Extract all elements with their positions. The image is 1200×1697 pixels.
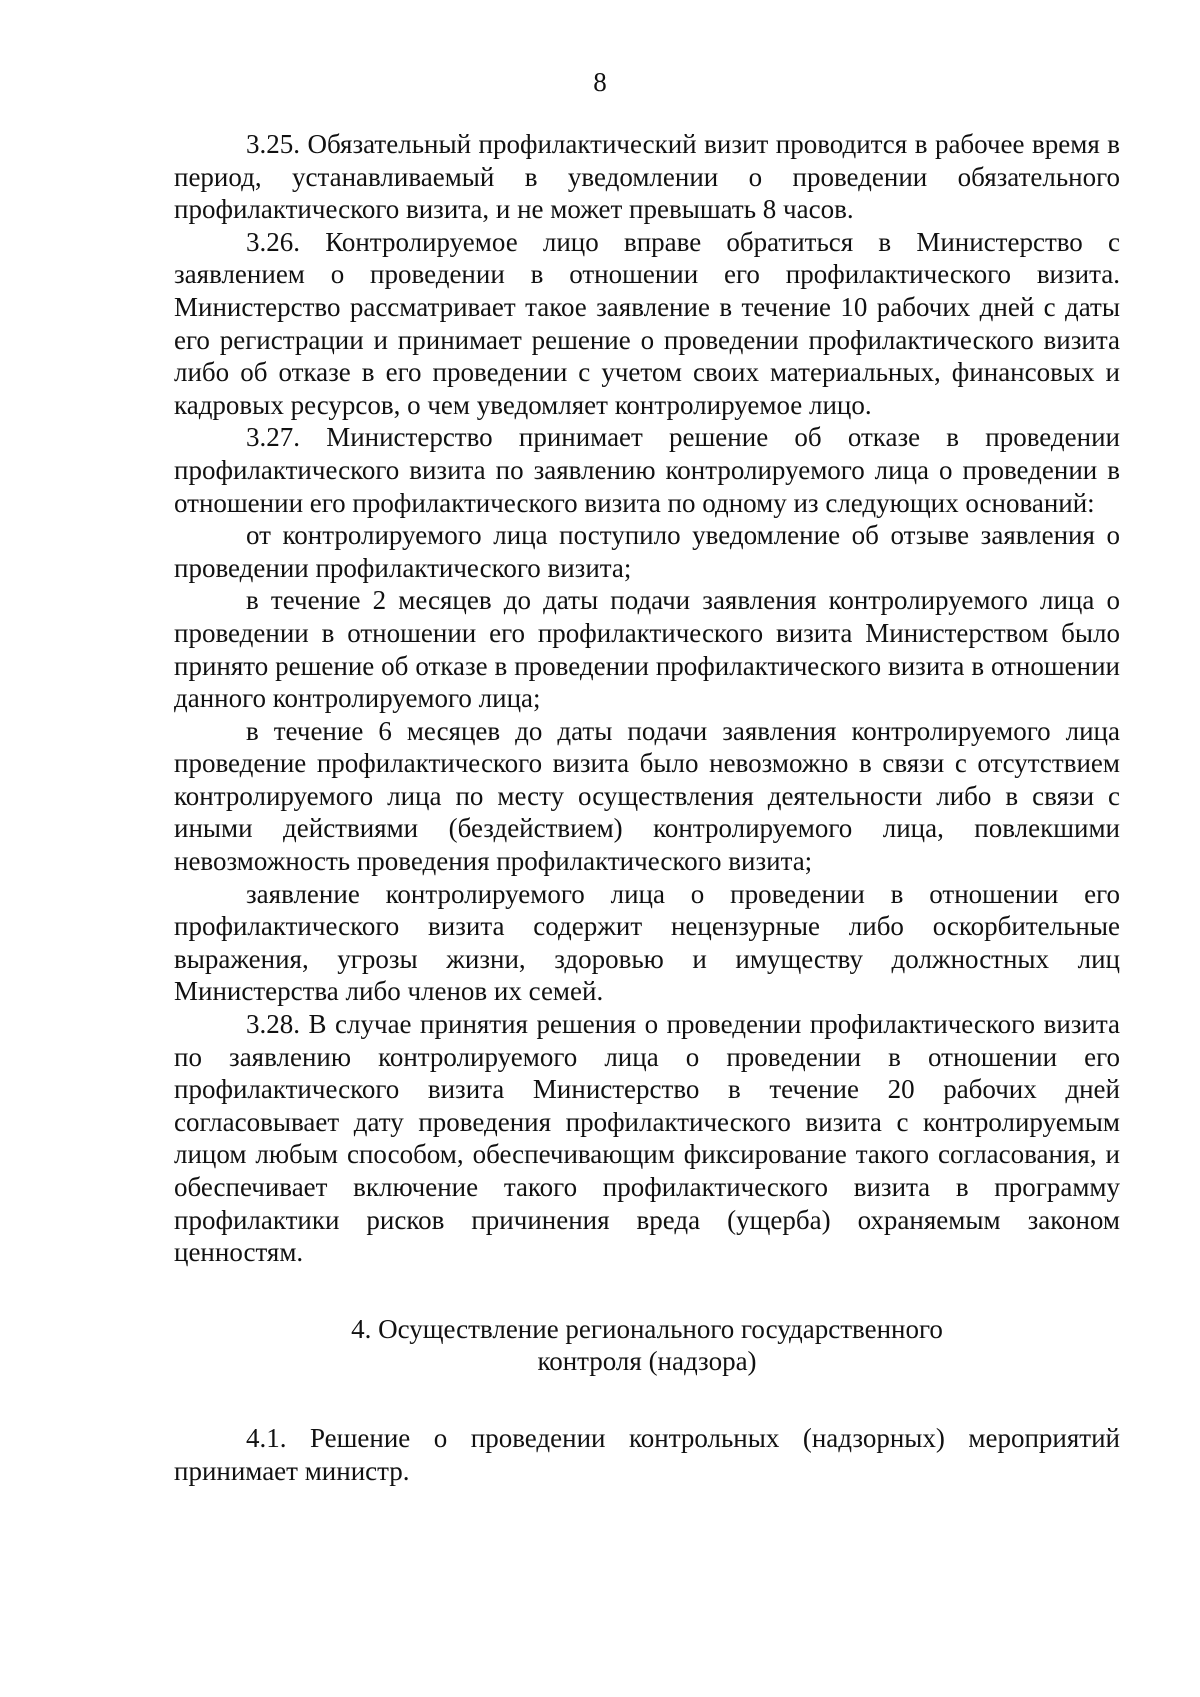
paragraph-3-27-ground-2: в течение 2 месяцев до даты подачи заявления контролируемого лица о проведении в отношении его профилактического визита Министерством было принято решение об отказе в проведении профилактического визита в отношении данного контролируемого лица;: [174, 585, 1120, 714]
paragraph-3-28: 3.28. В случае принятия решения о проведении профилактического визита по заявлению контролируемого лица о проведении в отношении его профилактического визита Министерство в течение 20 рабочих дней согласовывает дату проведения профилактического визита с контролируемым лицом любым способом, обеспечивающим фиксирование такого согласования, и обеспечивает включение такого профилактического визита в программу профилактики рисков причинения вреда (ущерба) охраняемым законом ценностям.: [174, 1009, 1120, 1268]
section-heading: [174, 1313, 1120, 1378]
paragraph-3-27-ground-4: заявление контролируемого лица о проведении в отношении его профилактического визита содержит нецензурные либо оскорбительные выражения, угрозы жизни, здоровью и имуществу должностных лиц Министерства либо членов их семей.: [174, 878, 1120, 1007]
paragraph-3-27-ground-1: от контролируемого лица поступило уведомление об отзыве заявления о проведении профилактического визита;: [174, 520, 1120, 583]
section-heading-line-2: контроля (надзора): [537, 1346, 757, 1377]
paragraph-3-25: 3.25. Обязательный профилактический визит проводится в рабочее время в период, устанавливаемый в уведомлении о проведении обязательного профилактического визита, и не может превышать 8 часов.: [174, 129, 1120, 225]
paragraph-3-26: 3.26. Контролируемое лицо вправе обратиться в Министерство с заявлением о проведении в отношении его профилактического визита. Министерство рассматривает такое заявление в течение 10 рабочих дней с даты его регистрации и принимает решение о проведении профилактического визита либо об отказе в его проведении с учетом своих материальных, финансовых и кадровых ресурсов, о чем уведомляет контролируемое лицо.: [174, 226, 1120, 420]
document-body: [174, 128, 1120, 1487]
paragraph-3-27-ground-3: в течение 6 месяцев до даты подачи заявления контролируемого лица проведение профилактического визита было невозможно в связи с отсутствием контролируемого лица по месту осуществления деятельности либо в связи с иными действиями (бездействием) контролируемого лица, повлекшими невозможность проведения профилактического визита;: [174, 715, 1120, 877]
paragraph-3-27: 3.27. Министерство принимает решение об отказе в проведении профилактического визита по заявлению контролируемого лица о проведении в отношении его профилактического визита по одному из следующих оснований:: [174, 422, 1120, 518]
paragraph-4-1: 4.1. Решение о проведении контрольных (надзорных) мероприятий принимает министр.: [174, 1422, 1120, 1486]
page-number: 8: [593, 67, 607, 97]
section-heading-line-1: 4. Осуществление регионального государственного: [351, 1313, 943, 1344]
